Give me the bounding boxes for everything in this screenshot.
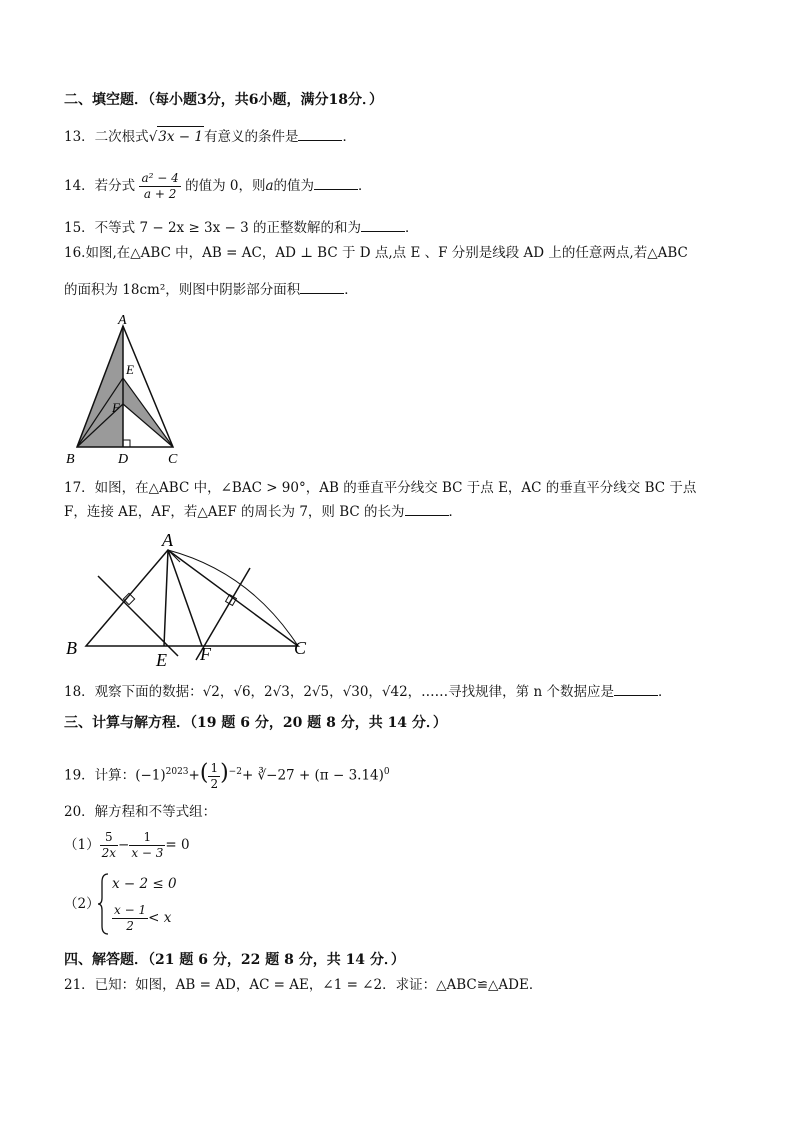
- label-c: C: [294, 638, 307, 658]
- question-13: 13．二次根式√3x − 1有意义的条件是 ．: [64, 126, 356, 147]
- answer-blank[interactable]: [614, 683, 658, 696]
- question-16-line-2: 的面积为 18cm²，则图中阴影部分面积 ．: [64, 282, 358, 298]
- system-brace: [98, 872, 110, 936]
- label-b: B: [66, 452, 75, 467]
- segment-ae: [164, 550, 168, 646]
- section-3-title: 三、计算与解方程．（19 题 6 分，20 题 8 分，共 14 分．）: [64, 715, 447, 731]
- fraction: $\frac{1}{2}$: [210, 760, 219, 791]
- label-d: D: [118, 452, 129, 467]
- answer-blank[interactable]: [361, 219, 405, 232]
- right-angle-mark: [123, 440, 130, 447]
- question-15: 15．不等式 7 − 2x ≥ 3x − 3 的正整数解的和为 ．: [64, 220, 419, 236]
- answer-blank[interactable]: [405, 503, 449, 516]
- answer-blank[interactable]: [300, 281, 344, 294]
- question-20-part-2-label: （2）: [64, 896, 100, 912]
- question-17-line-2: F，连接 AE，AF，若△AEF 的周长为 7，则 BC 的长为 ．: [64, 504, 462, 520]
- figure-17: [60, 528, 330, 668]
- question-19: 19．计算：$(-1)^{2023}+$( $\frac{1}{2}$ )$^{-2}$+ ∛−27 + $(\pi - 3.14)^0$: [64, 760, 390, 791]
- segment-af: [168, 550, 202, 646]
- label-c: C: [168, 452, 178, 467]
- inequality-1: x − 2 ≤ 0: [112, 876, 177, 892]
- fraction: $\frac{1}{x - 3}$: [131, 830, 164, 860]
- answer-blank[interactable]: [298, 128, 342, 141]
- answer-blank[interactable]: [314, 177, 358, 190]
- question-16-line-1: 16.如图,在△ABC 中，AB = AC，AD ⊥ BC 于 D 点,点 E 、F 分别是线段 AD 上的任意两点,若△ABC: [64, 245, 688, 261]
- question-14: 14．若分式 $\frac{\text{a² − 4}}{a + 2}$ 的值为 0，则a的值为 ．: [64, 171, 372, 201]
- question-20-title: 20．解方程和不等式组：: [64, 804, 217, 820]
- question-21: 21．已知：如图，AB = AD，AC = AE，∠1 = ∠2．求证：△ABC≌△ADE．: [64, 977, 543, 993]
- label-a: A: [162, 530, 173, 550]
- section-4-title: 四、解答题．（21 题 6 分，22 题 8 分，共 14 分．）: [64, 952, 405, 968]
- label-a: A: [118, 313, 127, 328]
- label-f: F: [200, 644, 211, 664]
- question-20-part-1: （1） $\frac{5}{2x}$ − $\frac{1}{x - 3}$ = 0: [64, 830, 190, 860]
- fraction: $\frac{x - 1}{2}$: [114, 903, 147, 933]
- question-17-line-1: 17．如图，在△ABC 中，∠BAC > 90°，AB 的垂直平分线交 BC 于点 E，AC 的垂直平分线交 BC 于点: [64, 480, 697, 496]
- label-e: E: [126, 362, 134, 377]
- inequality-2: $\frac{x - 1}{2}$ < x: [114, 903, 172, 933]
- fraction: $\frac{5}{2x}$: [101, 830, 116, 860]
- label-f: F: [112, 400, 120, 415]
- triangle-abc: [86, 550, 298, 646]
- label-e: E: [156, 650, 167, 668]
- section-2-title: 二、填空题．（每小题3分，共6小题，满分18分．）: [64, 92, 383, 108]
- figure-16: [60, 312, 190, 472]
- question-18: 18．观察下面的数据：√2，√6，2√3，2√5，√30，√42，……寻找规律，第 n 个数据应是 ．: [64, 684, 672, 700]
- label-b: B: [66, 638, 77, 658]
- fraction: $\frac{\text{a² − 4}}{a + 2}$: [141, 171, 179, 201]
